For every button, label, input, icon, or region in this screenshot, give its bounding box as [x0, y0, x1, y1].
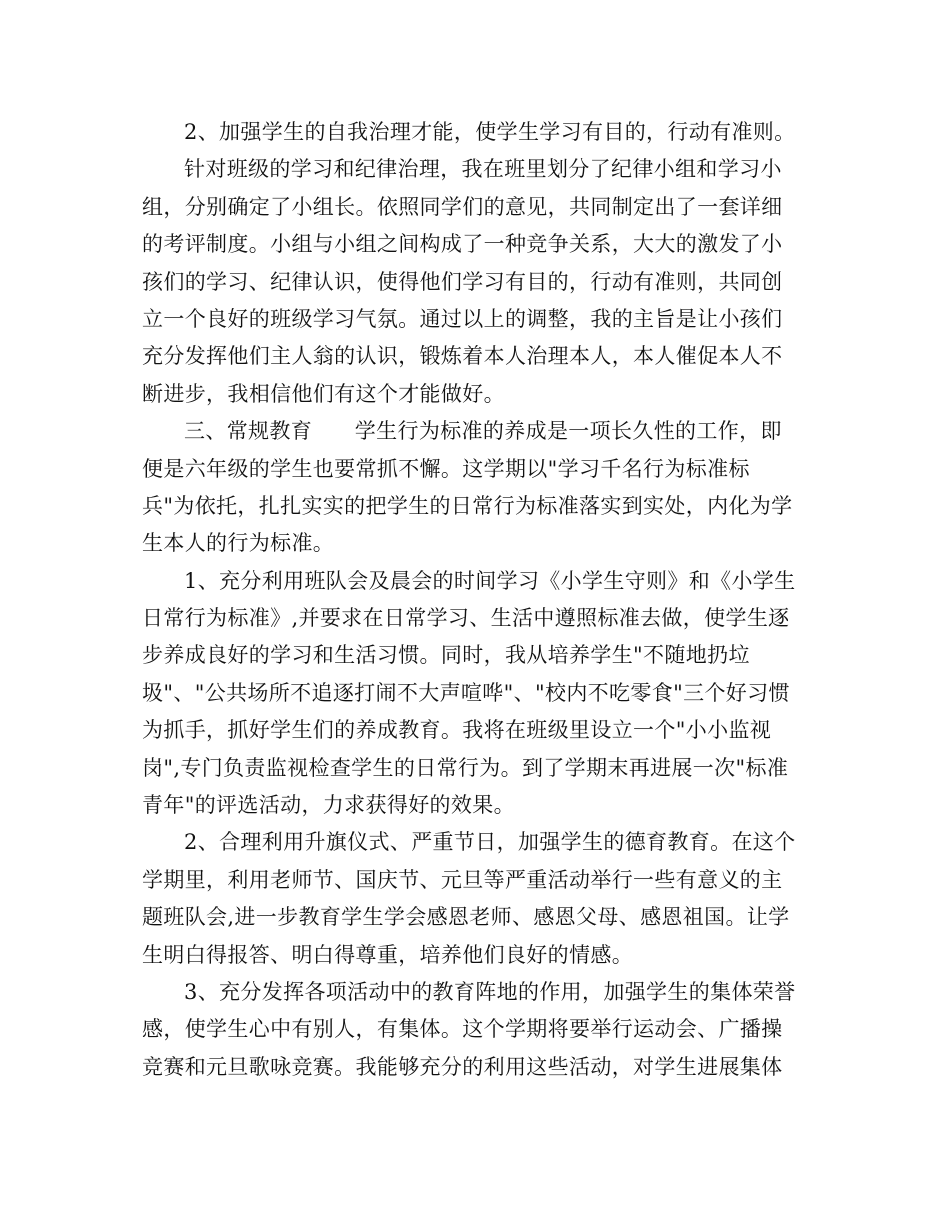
text-line: 题班队会,进一步教育学生学会感恩老师、感恩父母、感恩祖国。让学	[142, 905, 790, 930]
text-line: 组，分别确定了小组长。依照同学们的意见，共同制定出了一套详细	[142, 194, 783, 219]
text-line: 孩们的学习、纪律认识，使得他们学习有目的，行动有准则，共同创	[142, 269, 783, 294]
text-line: 岗",专门负责监视检查学生的日常行为。到了学期末再进展一次"标准	[142, 755, 789, 780]
text-line: 3、充分发挥各项活动中的教育阵地的作用，加强学生的集体荣誉	[184, 979, 796, 1004]
text-line: 竞赛和元旦歌咏竞赛。我能够充分的利用这些活动，对学生进展集体	[142, 1054, 783, 1079]
text-line: 感，使学生心中有别人，有集体。这个学期将要举行运动会、广播操	[142, 1017, 783, 1042]
text-line: 三、常规教育 学生行为标准的养成是一项长久性的工作，即	[184, 419, 782, 444]
text-line: 2、加强学生的自我治理才能，使学生学习有目的，行动有准则。	[184, 120, 796, 144]
text-line: 圾"、"公共场所不追逐打闹不大声喧哗"、"校内不吃零食"三个好习惯	[142, 680, 790, 705]
text-line: 1、充分利用班队会及晨会的时间学习《小学生守则》和《小学生	[184, 568, 796, 593]
text-line: 日常行为标准》,并要求在日常学习、生活中遵照标准去做，使学生逐	[142, 606, 790, 631]
text-line: 的考评制度。小组与小组之间构成了一种竞争关系，大大的激发了小	[142, 232, 783, 257]
text-line: 生明白得报答、明白得尊重，培养他们良好的情感。	[142, 942, 634, 967]
text-line: 断进步，我相信他们有这个才能做好。	[142, 381, 505, 406]
body-text	[142, 114, 810, 1086]
text-line: 便是六年级的学生也要常抓不懈。这学期以"学习千名行为标准标	[142, 456, 750, 481]
text-line: 生本人的行为标准。	[142, 531, 335, 556]
text-line: 步养成良好的学习和生活习惯。同时，我从培养学生"不随地扔垃	[142, 643, 750, 668]
text-line: 立一个良好的班级学习气氛。通过以上的调整，我的主旨是让小孩们	[142, 306, 783, 331]
text-line: 针对班级的学习和纪律治理，我在班里划分了纪律小组和学习小	[184, 157, 782, 182]
text-line: 充分发挥他们主人翁的认识，锻炼着本人治理本人，本人催促本人不	[142, 344, 783, 369]
text-line: 2、合理利用升旗仪式、严重节日，加强学生的德育教育。在这个	[184, 830, 796, 855]
text-line: 为抓手，抓好学生们的养成教育。我将在班级里设立一个"小小监视	[142, 718, 772, 743]
text-line: 学期里，利用老师节、国庆节、元旦等严重活动举行一些有意义的主	[142, 867, 783, 892]
text-line: 青年"的评选活动，力求获得好的效果。	[142, 793, 515, 818]
text-line: 兵"为依托，扎扎实实的把学生的日常行为标准落实到实处，内化为学	[142, 493, 793, 518]
